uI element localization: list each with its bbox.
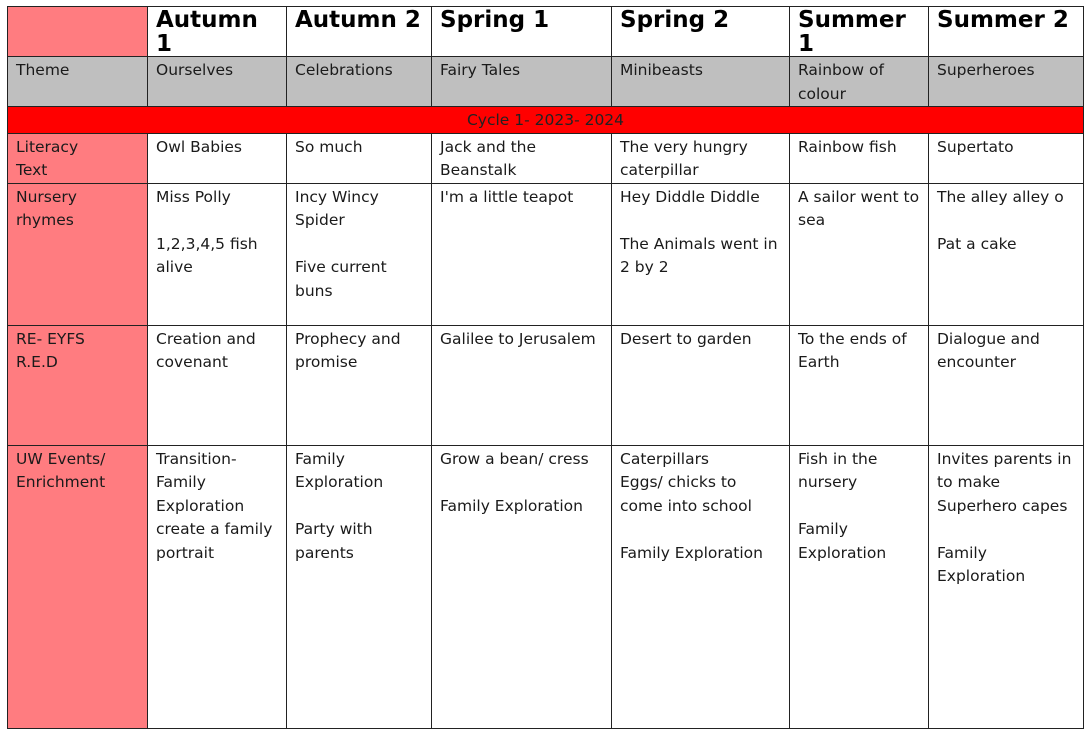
uw-item: Grow a bean/ cress	[440, 449, 589, 468]
uw-label-line2: Enrichment	[16, 473, 106, 491]
cycle-banner: Cycle 1- 2023- 2024	[8, 107, 1084, 134]
rhymes-label: Nursery rhymes	[8, 183, 148, 325]
rhyme-item: I'm a little teapot	[440, 187, 574, 206]
re-cell-summer-2: Dialogue and encounter	[929, 325, 1084, 445]
uw-item: Family Exploration	[620, 543, 763, 562]
rhymes-cell-autumn-2	[287, 183, 432, 325]
theme-cell-summer-1: Rainbow of colour	[790, 57, 929, 107]
literacy-cell-autumn-2: So much	[287, 133, 432, 183]
rhymes-cell-summer-1	[790, 183, 929, 325]
uw-cell-summer-2	[929, 445, 1084, 728]
term-header-spring-2: Spring 2	[612, 7, 790, 57]
theme-row	[8, 57, 1084, 107]
rhyme-item: 1,2,3,4,5 fish alive	[156, 234, 258, 276]
theme-cell-spring-2: Minibeasts	[612, 57, 790, 107]
literacy-label-line2: Text	[16, 161, 48, 179]
rhyme-item: Miss Polly	[156, 187, 231, 206]
literacy-cell-spring-1: Jack and the Beanstalk	[432, 133, 612, 183]
literacy-label	[8, 133, 148, 183]
uw-item: Eggs/ chicks to come into school	[620, 473, 752, 515]
rhymes-cell-spring-2	[612, 183, 790, 325]
theme-label: Theme	[8, 57, 148, 107]
uw-item: Invites parents in to make Superhero capes	[937, 449, 1072, 515]
rhyme-item: A sailor went to sea	[798, 187, 920, 229]
re-cell-summer-1: To the ends of Earth	[790, 325, 929, 445]
rhyme-item: Incy Wincy Spider	[295, 187, 379, 229]
rhyme-item: Five current buns	[295, 258, 387, 300]
uw-events-row	[8, 445, 1084, 728]
re-cell-spring-2: Desert to garden	[612, 325, 790, 445]
re-cell-spring-1: Galilee to Jerusalem	[432, 325, 612, 445]
rhymes-cell-summer-2	[929, 183, 1084, 325]
nursery-rhymes-row	[8, 183, 1084, 325]
uw-label	[8, 445, 148, 728]
term-header-autumn-2: Autumn 2	[287, 7, 432, 57]
rhyme-item: Pat a cake	[937, 234, 1017, 253]
header-row	[8, 7, 1084, 57]
literacy-row	[8, 133, 1084, 183]
term-header-summer-2: Summer 2	[929, 7, 1084, 57]
re-cell-autumn-2: Prophecy and promise	[287, 325, 432, 445]
uw-item: Family Exploration	[937, 543, 1026, 585]
uw-item: Transition- Family Exploration create a family portrait	[156, 449, 273, 562]
theme-cell-summer-2: Superheroes	[929, 57, 1084, 107]
literacy-label-line1: Literacy	[16, 137, 79, 156]
term-header-summer-1: Summer 1	[790, 7, 929, 57]
literacy-cell-summer-2: Supertato	[929, 133, 1084, 183]
uw-cell-autumn-2	[287, 445, 432, 728]
term-header-autumn-1: Autumn 1	[148, 7, 287, 57]
rhyme-item: The Animals went in 2 by 2	[620, 234, 778, 276]
uw-cell-spring-2	[612, 445, 790, 728]
theme-cell-spring-1: Fairy Tales	[432, 57, 612, 107]
uw-cell-autumn-1	[148, 445, 287, 728]
re-cell-autumn-1: Creation and covenant	[148, 325, 287, 445]
uw-item: Party with parents	[295, 520, 373, 562]
re-row	[8, 325, 1084, 445]
literacy-cell-summer-1: Rainbow fish	[790, 133, 929, 183]
corner-cell	[8, 7, 148, 57]
term-header-spring-1: Spring 1	[432, 7, 612, 57]
rhymes-cell-spring-1	[432, 183, 612, 325]
uw-cell-spring-1	[432, 445, 612, 728]
re-label-line1: RE- EYFS	[16, 329, 85, 348]
theme-cell-autumn-1: Ourselves	[148, 57, 287, 107]
uw-item: Family Exploration	[440, 496, 583, 515]
uw-item: Family Exploration	[295, 449, 384, 491]
literacy-cell-spring-2: The very hungry caterpillar	[612, 133, 790, 183]
uw-item: Caterpillars	[620, 449, 710, 468]
rhyme-item: Hey Diddle Diddle	[620, 187, 760, 206]
cycle-row	[8, 107, 1084, 134]
uw-item: Fish in the nursery	[798, 449, 878, 491]
uw-cell-summer-1	[790, 445, 929, 728]
theme-cell-autumn-2: Celebrations	[287, 57, 432, 107]
rhyme-item: The alley alley o	[937, 187, 1064, 206]
re-label	[8, 325, 148, 445]
re-label-line2: R.E.D	[16, 353, 58, 371]
uw-label-line1: UW Events/	[16, 449, 106, 468]
curriculum-plan-table	[7, 6, 1084, 729]
uw-item: Family Exploration	[798, 520, 887, 562]
literacy-cell-autumn-1: Owl Babies	[148, 133, 287, 183]
rhymes-cell-autumn-1	[148, 183, 287, 325]
